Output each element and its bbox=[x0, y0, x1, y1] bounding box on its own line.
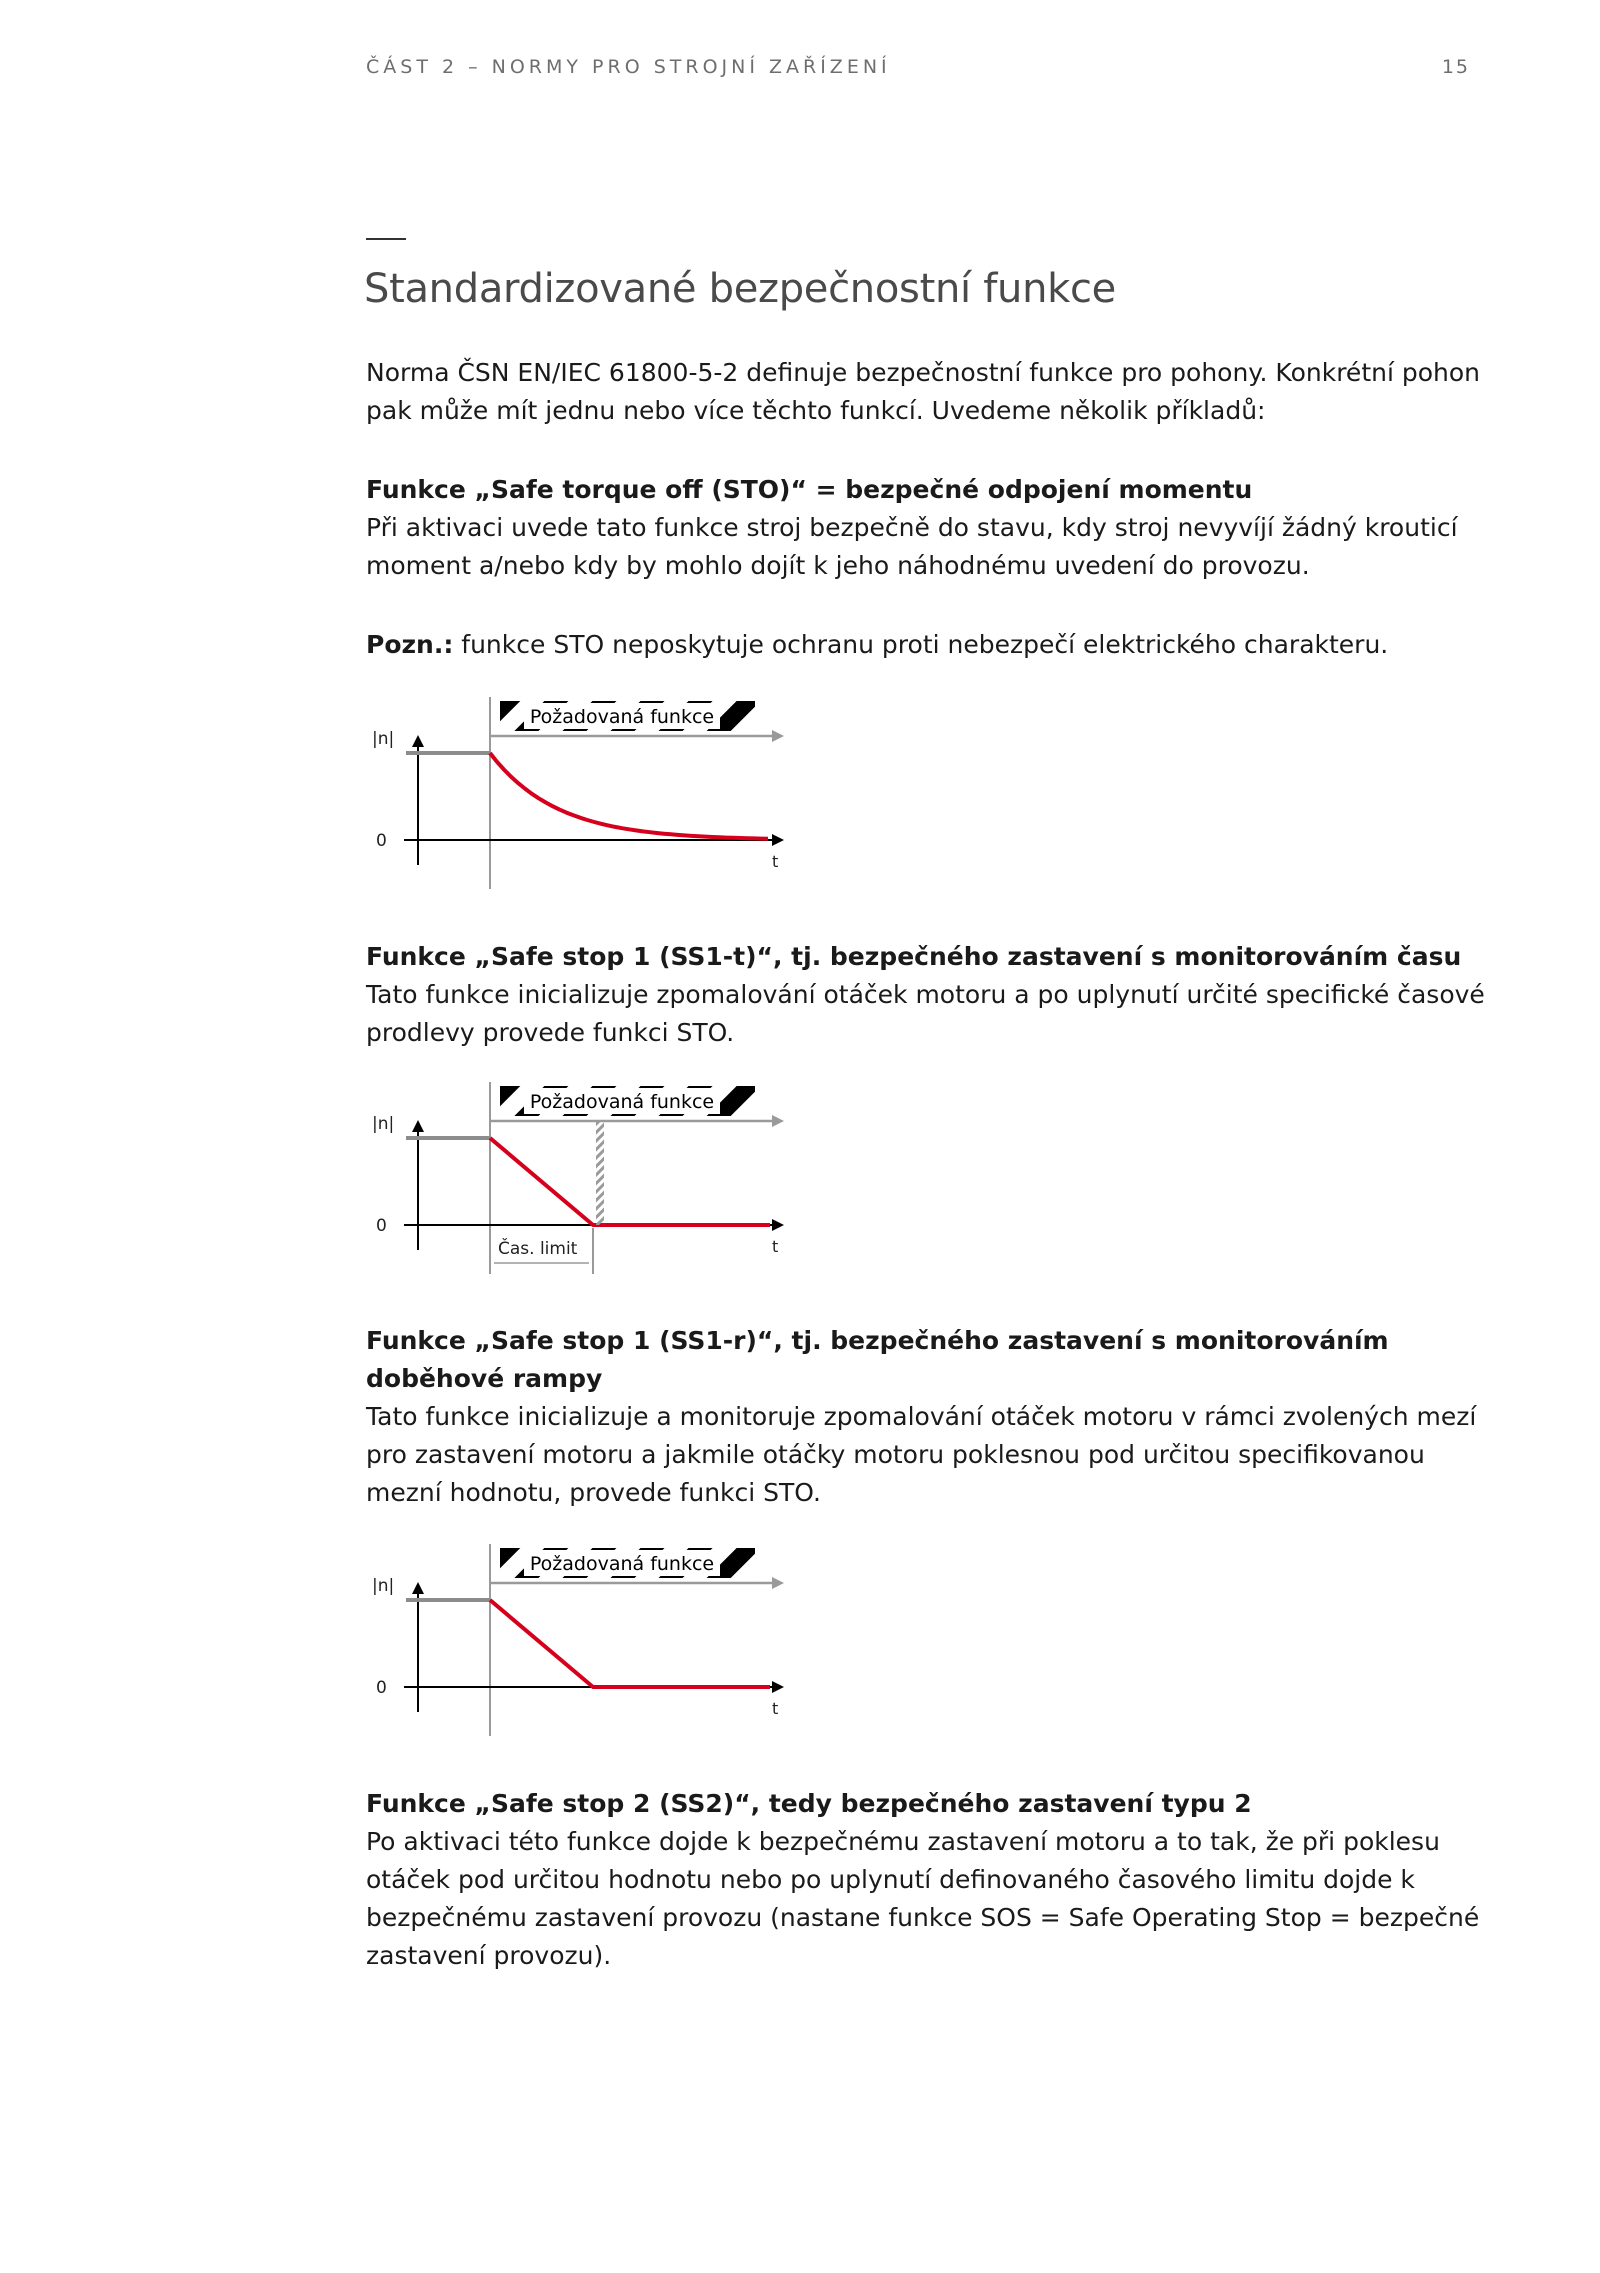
sto-chart-svg bbox=[360, 693, 800, 893]
ss1t-heading: Funkce „Safe stop 1 (SS1-t)“, tj. bezpečného zastavení s monitorováním času bbox=[366, 942, 1462, 971]
x-axis-arrow bbox=[772, 1681, 784, 1693]
y-axis-arrow bbox=[412, 1120, 424, 1132]
ss1r-body: Tato funkce inicializuje a monitoruje zpomalování otáček motoru v rámci zvolených mezí pro zastavení motoru a jakmile otáčky motoru poklesnou pod určitou specifikovanou mezní hodnotu, provede funkci STO. bbox=[366, 1402, 1477, 1507]
speed-curve bbox=[490, 1600, 770, 1687]
banner-label: Požadovaná funkce bbox=[529, 706, 715, 728]
zero-label: 0 bbox=[376, 1216, 387, 1236]
banner-label: Požadovaná funkce bbox=[529, 1553, 715, 1575]
ss2-heading: Funkce „Safe stop 2 (SS2)“, tedy bezpečného zastavení typu 2 bbox=[366, 1789, 1252, 1818]
sto-section bbox=[366, 471, 1486, 585]
ss1r-section bbox=[366, 1322, 1486, 1512]
x-axis-label: t bbox=[772, 1237, 779, 1256]
speed-curve bbox=[490, 1138, 770, 1225]
sto-trigger-marker bbox=[596, 1122, 604, 1225]
ss1t-chart bbox=[360, 1078, 800, 1278]
x-axis-label: t bbox=[772, 1699, 779, 1718]
y-axis-arrow bbox=[412, 1582, 424, 1594]
ss2-body: Po aktivaci této funkce dojde k bezpečnému zastavení motoru a to tak, že při poklesu otáček pod určitou hodnotu nebo po uplynutí definovaného časového limitu dojde k bezpečnému zastavení provozu (nastane funkce SOS = Safe Operating Stop = bezpečné zastavení provozu). bbox=[366, 1827, 1480, 1970]
running-header: ČÁST 2 – NORMY PRO STROJNÍ ZAŘÍZENÍ bbox=[366, 56, 891, 78]
sto-body: Při aktivaci uvede tato funkce stroj bezpečně do stavu, kdy stroj nevyvíjí žádný krouticí moment a/nebo kdy by mohlo dojít k jeho náhodnému uvedení do provozu. bbox=[366, 513, 1458, 580]
ss1t-chart-svg bbox=[360, 1078, 800, 1278]
sto-heading: Funkce „Safe torque off (STO)“ = bezpečné odpojení momentu bbox=[366, 475, 1253, 504]
ss2-section bbox=[366, 1785, 1486, 1975]
sto-chart bbox=[360, 693, 800, 893]
ss1r-chart-svg bbox=[360, 1540, 800, 1740]
title-rule bbox=[366, 238, 406, 240]
request-arrow bbox=[772, 730, 784, 742]
speed-curve bbox=[490, 753, 768, 839]
zero-label: 0 bbox=[376, 1678, 387, 1698]
intro-paragraph: Norma ČSN EN/IEC 61800-5-2 definuje bezpečnostní funkce pro pohony. Konkrétní pohon pak může mít jednu nebo více těchto funkcí. Uvedeme několik příkladů: bbox=[366, 358, 1481, 425]
sto-note bbox=[366, 626, 1486, 664]
y-axis-label: |n| bbox=[372, 729, 395, 749]
page-number: 15 bbox=[1441, 56, 1470, 78]
time-limit-label: Čas. limit bbox=[498, 1239, 578, 1259]
x-axis-arrow bbox=[772, 834, 784, 846]
request-arrow bbox=[772, 1115, 784, 1127]
ss1r-heading: Funkce „Safe stop 1 (SS1-r)“, tj. bezpečného zastavení s monitorováním doběhové rampy bbox=[366, 1326, 1389, 1393]
section-title: Standardizované bezpečnostní funkce bbox=[364, 266, 1116, 312]
y-axis-arrow bbox=[412, 735, 424, 747]
sto-note-label: Pozn.: bbox=[366, 630, 454, 659]
request-arrow bbox=[772, 1577, 784, 1589]
ss1t-body: Tato funkce inicializuje zpomalování otáček motoru a po uplynutí určité specifické časové prodlevy provede funkci STO. bbox=[366, 980, 1485, 1047]
banner-label: Požadovaná funkce bbox=[529, 1091, 715, 1113]
x-axis-arrow bbox=[772, 1219, 784, 1231]
y-axis-label: |n| bbox=[372, 1114, 395, 1134]
sto-note-text: funkce STO neposkytuje ochranu proti nebezpečí elektrického charakteru. bbox=[453, 630, 1389, 659]
x-axis-label: t bbox=[772, 852, 779, 871]
ss1r-chart bbox=[360, 1540, 800, 1740]
y-axis-label: |n| bbox=[372, 1576, 395, 1596]
ss1t-section bbox=[366, 938, 1486, 1052]
zero-label: 0 bbox=[376, 831, 387, 851]
